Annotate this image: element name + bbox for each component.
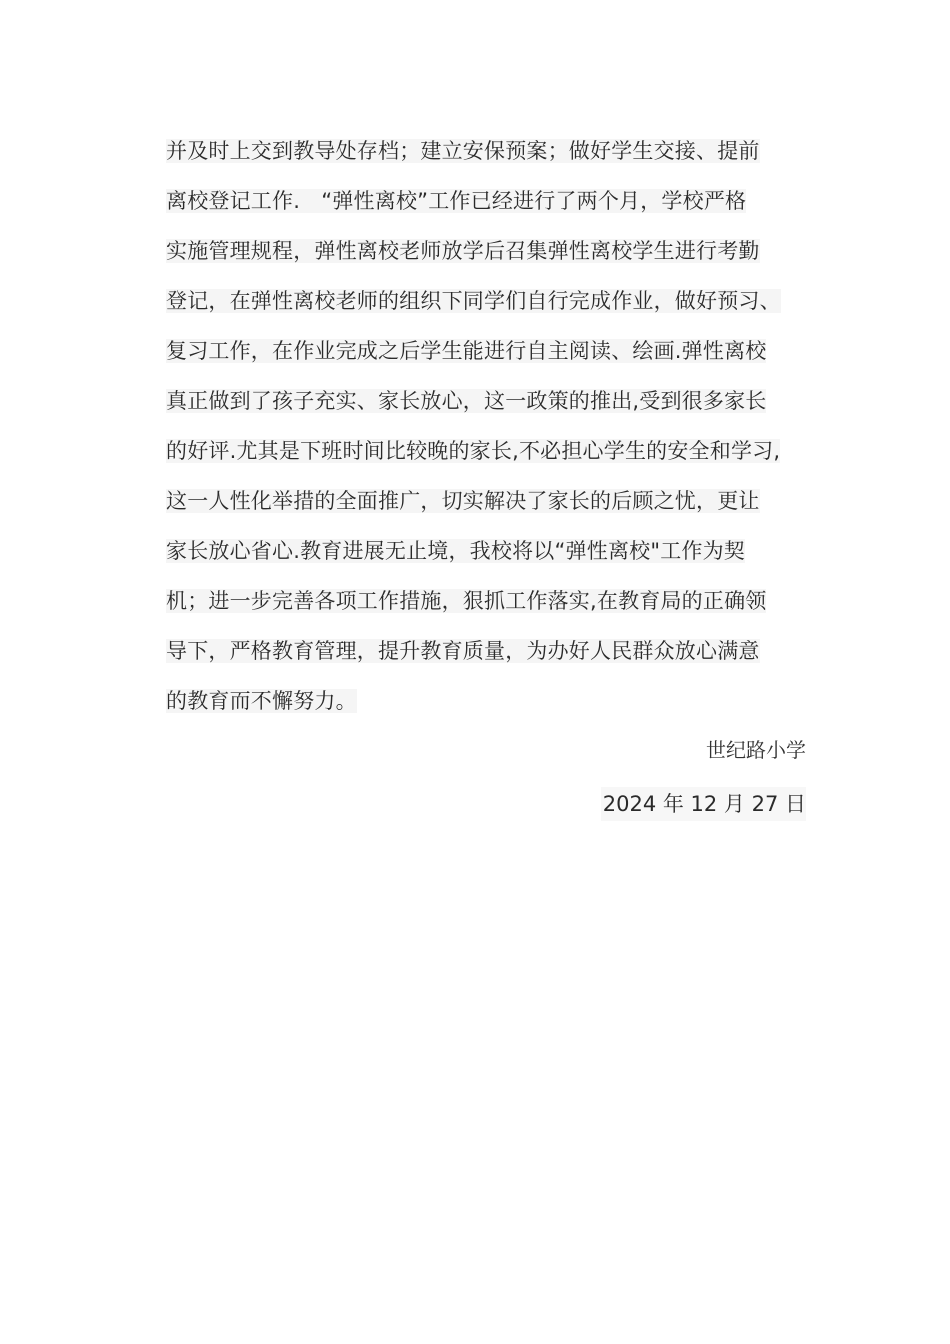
paragraph-line: 并及时上交到教导处存档；建立安保预案；做好学生交接、提前: [166, 139, 760, 163]
paragraph-line: 实施管理规程，弹性离校老师放学后召集弹性离校学生进行考勤: [166, 239, 760, 263]
paragraph-line: 导下，严格教育管理，提升教育质量，为办好人民群众放心满意: [166, 639, 760, 663]
school-signature: 世纪路小学: [706, 738, 806, 762]
body-paragraph: [166, 126, 846, 726]
paragraph-line: 登记，在弹性离校老师的组织下同学们自行完成作业，做好预习、: [166, 289, 781, 313]
paragraph-line: 离校登记工作. “弹性离校”工作已经进行了两个月，学校严格: [166, 189, 747, 213]
document-date: 2024 年 12 月 27 日: [601, 787, 806, 821]
paragraph-line: 真正做到了孩子充实、家长放心，这一政策的推出,受到很多家长: [166, 389, 767, 413]
paragraph-line: 这一人性化举措的全面推广，切实解决了家长的后顾之忧，更让: [166, 489, 760, 513]
paragraph-line: 家长放心省心.教育进展无止境，我校将以“弹性离校"工作为契: [166, 539, 746, 563]
paragraph-line: 的好评.尤其是下班时间比较晚的家长,不必担心学生的安全和学习,: [166, 439, 781, 463]
paragraph-line: 机；进一步完善各项工作措施，狠抓工作落实,在教育局的正确领: [166, 589, 767, 613]
paragraph-line: 复习工作，在作业完成之后学生能进行自主阅读、绘画.弹性离校: [166, 339, 767, 363]
paragraph-line: 的教育而不懈努力。: [166, 689, 357, 713]
